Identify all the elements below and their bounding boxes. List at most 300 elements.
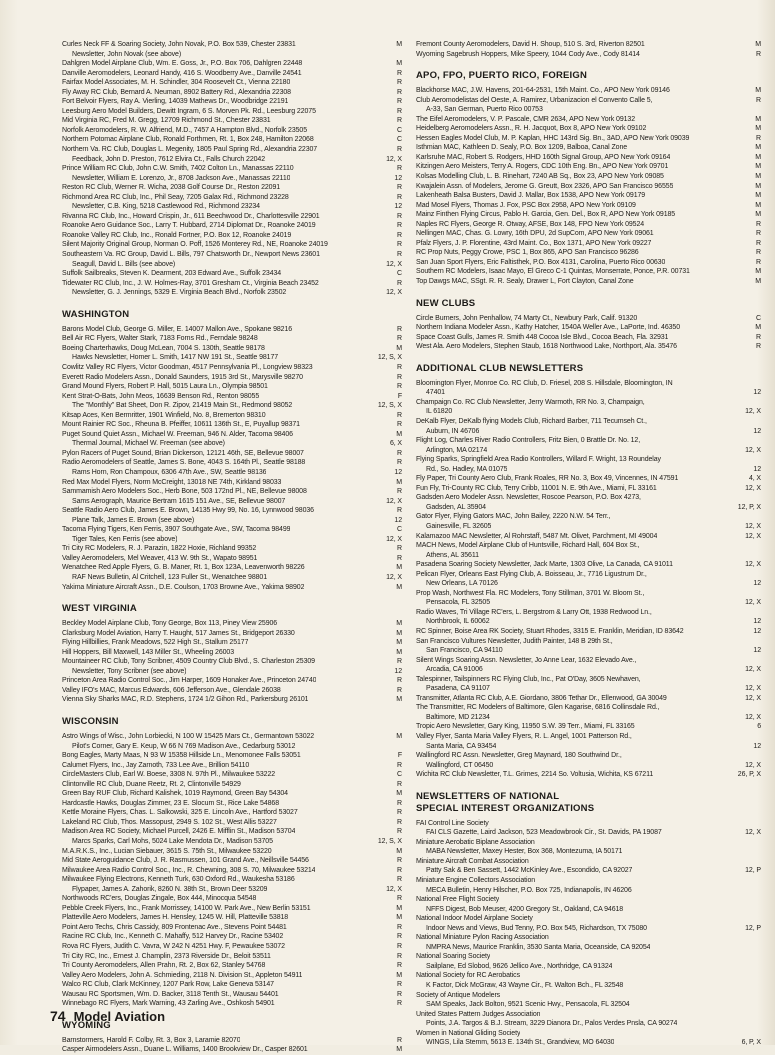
entry-text: Miniature Aerobatic Biplane Association [416, 838, 535, 846]
entry-code: 12 [394, 667, 402, 675]
entry-code: M [755, 278, 761, 286]
entry-code: 12, X [745, 713, 761, 721]
entry-text: Fly Away RC Club, Bernard A. Neuman, 8902 Battery Rd., Alexandria 22308 [62, 88, 291, 96]
entry-code [758, 732, 761, 742]
entry-code [758, 971, 761, 981]
section-heading: APO, FPO, PUERTO RICO, FOREIGN [416, 70, 588, 82]
entry-text: Curles Neck FF & Soaring Society, John Novak, P.O. Box 539, Chester 23831 [62, 41, 296, 48]
entry-text: Seagull, David L. Bills (see above) [72, 260, 176, 268]
entry-code [758, 105, 761, 115]
entry-text: Green Bay RUF Club, Richard Kalishek, 1019 Raymond, Green Bay 54304 [62, 790, 288, 798]
entry-text: United States Pattern Judges Association [416, 1010, 541, 1018]
entry-text: Kettle Moraine Flyers, Chas. L. Salkowski, 325 E. Lincoln Ave., Hartford 53027 [62, 809, 298, 817]
entry-text: Fun Fly, Tri-County RC Club, Terry Cribb, 11001 N. E. 9th Ave., Miami, FL 33161 [416, 484, 657, 492]
entry-text: Gator Flyer, Flying Gators MAC, John Bailey, 2220 N.W. 54 Terr., [416, 513, 611, 521]
left-column [62, 40, 402, 1055]
list-item [62, 638, 402, 648]
entry-code: M [755, 268, 761, 276]
entry-code: M [755, 153, 761, 161]
entry-text: Miniature Aircraft Combat Association [416, 857, 529, 865]
entry-code: 12 [753, 627, 761, 635]
entry-code: R [397, 459, 402, 467]
entry-code: 12, X [745, 446, 761, 454]
list-item [62, 145, 402, 155]
list-item [416, 684, 761, 694]
section-heading: WYOMING [62, 1019, 111, 1031]
entry-code: R [397, 923, 402, 931]
entry-text: Silent Majority Original Group, Norman O. Poff, 1526 Monterey Rd., NE, Roanoke 24019 [62, 241, 328, 249]
entry-code: M [396, 430, 402, 438]
entry-code: 12 [394, 516, 402, 524]
entry-text: Champaign Co. RC Club Newsletter, Jerry Warmoth, RR No. 3, Champaign, [416, 398, 645, 406]
list-item [62, 116, 402, 126]
entry-text: Arcadia, CA 91006 [426, 666, 483, 674]
list-item [62, 837, 402, 847]
entry-text: MABA Newsletter, Maxey Hester, Box 368, Montezuma, IA 50171 [426, 848, 623, 856]
entry-text: Naples RC Flyers, George R. Otway, AFSE, Box 148, FPO New York 09524 [416, 220, 645, 228]
entry-code [758, 1029, 761, 1039]
entry-code: R [397, 545, 402, 553]
entry-code: M [396, 733, 402, 740]
entry-text: Pasadena Soaring Society Newsletter, Jack Marte, 1303 Olive, La Canada, CA 91011 [416, 561, 673, 569]
entry-code: 12 [753, 618, 761, 626]
entry-text: Norfolk Aeromodelers, R. W. Alfriend, M.D., 7457 A Hampton Blvd., Norfolk 23505 [62, 126, 307, 134]
entry-code: 12, X [745, 561, 761, 569]
list-item [62, 155, 402, 165]
list-item [62, 353, 402, 363]
list-item [416, 407, 761, 417]
entry-code: R [397, 449, 402, 457]
entry-code: M [396, 344, 402, 352]
list-item [62, 240, 402, 250]
entry-text: Pilot's Corner, Gary E. Keup, W 66 N 769 Madison Ave., Cedarburg 53012 [72, 742, 296, 750]
entry-text: Athens, AL 35611 [426, 551, 479, 559]
entry-text: Wallingford, CT 06450 [426, 761, 494, 769]
entry-text: Valley Flyer, Santa Maria Valley Flyers, R. L. Angel, 1001 Patterson Rd., [416, 733, 632, 740]
list-item [416, 417, 761, 427]
entry-text: Leesburg Aero Model Builders, Dewitt Ingram, 6 S. Morven Pk. Rd., Leesburg 22075 [62, 107, 316, 115]
entry-text: Astro Wings of Wisc., John Lorbiecki, N 100 W 15425 Mars Ct., Germantown 53022 [62, 733, 315, 740]
entry-text: Nellingen MAC, Chas. G. Lowry, 16th DPU, 2d SupCom, APO New York 09061 [416, 230, 654, 238]
list-item [416, 560, 761, 570]
list-item [62, 667, 402, 677]
list-item [416, 277, 761, 287]
entry-text: Bell Air RC Flyers, Walter Stark, 7183 Forns Rd., Ferndale 98248 [62, 335, 258, 343]
entry-text: Wenatchee Red Apple Flyers, G. B. Maner, Rt. 1, Box 123A, Leavenworth 98226 [62, 564, 305, 572]
entry-text: Talespinner, Tailspinners RC Flying Club, Inc., Pat O'Day, 3605 Newhaven, [416, 675, 641, 683]
list-item [62, 516, 402, 526]
entry-text: Kitsap Aces, Ken Bermritter, 1901 Winfield, No. 8, Bremerton 98310 [62, 411, 266, 419]
entry-text: Sailplane, Ed Slobod, 9626 Jellico Ave., Northridge, CA 91324 [426, 962, 613, 970]
entry-text: Hessen Eagles Model Club, M. P. Kaplan, HHC 143rd Sig. Bn., 3AD, APO New York 09039 [416, 134, 690, 142]
entry-code: R [397, 952, 402, 960]
list-item [416, 96, 761, 106]
entry-code [758, 838, 761, 848]
list-item [62, 135, 402, 145]
list-item [62, 761, 402, 771]
list-item [416, 551, 761, 561]
entry-text: Heidelberg Aeromodelers Assn., R. H. Jacquot, Box 8, APO New York 09102 [416, 125, 647, 133]
entry-text: San Juan Sport Flyers, Eric Faltisthek, P.O. Box 4131, Carolina, Puerto Rico 00630 [416, 258, 666, 266]
list-item [62, 856, 402, 866]
list-item [62, 279, 402, 289]
list-item [62, 430, 402, 440]
list-item [62, 732, 402, 742]
list-item [62, 392, 402, 402]
entry-text: Society of Antique Modelers [416, 991, 501, 999]
entry-code: 12 [753, 465, 761, 473]
entry-text: Tri City RC Modelers, R. J. Parazin, 1822 Hoxie, Richland 99352 [62, 545, 257, 553]
entry-text: Danville Aeromodelers, Leonard Handy, 416 S. Woodberry Ave., Danville 24541 [62, 69, 302, 77]
section-heading: WASHINGTON [62, 308, 130, 320]
entry-code: 12, X [386, 497, 402, 505]
list-item [416, 847, 761, 857]
list-item [416, 694, 761, 704]
entry-code: M [755, 201, 761, 209]
entry-text: Casper Airmodelers Assn., Duane L. Williams, 1400 Brookview Dr., Casper 82601 [62, 1046, 308, 1054]
list-item [62, 866, 402, 876]
list-item [62, 193, 402, 203]
list-item [416, 962, 761, 972]
list-item [62, 554, 402, 564]
entry-code: R [397, 117, 402, 125]
entry-text: Newsletter, C.B. King, 5218 Castlewood Rd., Richmond 23234 [72, 203, 260, 211]
entry-code: 12, X [745, 532, 761, 540]
entry-text: The Transmitter, RC Modelers of Baltimore, Glen Kagarise, 6816 Collinsdale Rd., [416, 704, 660, 712]
list-item [62, 780, 402, 790]
list-item [416, 503, 761, 513]
list-item [62, 952, 402, 962]
entry-code: C [397, 136, 402, 144]
entry-code: R [397, 799, 402, 807]
entry-code: M [755, 182, 761, 190]
entry-code: R [397, 933, 402, 941]
list-item [62, 334, 402, 344]
entry-code: R [397, 184, 402, 192]
entry-code: R [756, 134, 761, 142]
list-item [62, 468, 402, 478]
entry-text: Bong Eagles, Marty Maas, N 93 W 15358 Hillside Ln., Menomonee Falls 53051 [62, 752, 301, 760]
entry-code: 12, X [745, 408, 761, 416]
entry-text: 47401 [426, 389, 445, 397]
entry-text: Mad Mosel Flyers, Thomas J. Fox, PSC Box 2958, APO New York 09109 [416, 201, 636, 209]
entry-text: Karlsruhe MAC, Robert S. Rodgers, HHD 160th Signal Group, APO New York 09164 [416, 153, 671, 161]
list-item [62, 799, 402, 809]
entry-code [758, 493, 761, 503]
entry-text: Flying Sparks, Springfield Area Radio Kontrollers, Willard F. Wright, 13 Roundelay [416, 456, 661, 464]
list-item [416, 124, 761, 134]
entry-text: Thermal Journal, Michael W. Freeman (see above) [72, 440, 225, 448]
entry-code: R [397, 943, 402, 951]
list-item [416, 532, 761, 542]
list-item [416, 153, 761, 163]
list-item [62, 344, 402, 354]
list-item [416, 512, 761, 522]
entry-text: Women in National Gliding Society [416, 1029, 521, 1037]
entry-code [758, 895, 761, 905]
list-item [62, 202, 402, 212]
list-item [416, 493, 761, 503]
entry-text: Platteville Aero Modelers, James H. Hensley, 1245 W. Hill, Platteville 53818 [62, 914, 289, 922]
entry-text: New Orleans, LA 70126 [426, 580, 498, 588]
entry-text: Tiger Tales, Ken Ferris (see above) [72, 535, 178, 543]
entry-text: FAI Control Line Society [416, 819, 489, 827]
entry-text: RC Spinner, Boise Area RK Society, Stuart Rhodes, 3315 E. Franklin, Meridian, ID 83642 [416, 627, 684, 635]
entry-text: Sams Aerograph, Maurice Bertram 1615 151 Ave., SE, Bellevue 98007 [72, 497, 286, 505]
entry-code: C [397, 126, 402, 134]
entry-text: Gainesville, FL 32605 [426, 522, 492, 530]
list-item [62, 573, 402, 583]
entry-text: Club Aeromodelistas del Oeste, A. Ramirez, Urbanizacion el Convento Calle 5, [416, 96, 653, 104]
entry-code: M [396, 620, 402, 628]
entry-code [758, 570, 761, 580]
list-item [416, 751, 761, 761]
list-item [62, 411, 402, 421]
list-item [62, 583, 402, 593]
list-item [416, 182, 761, 192]
entry-code [758, 876, 761, 886]
list-item [416, 455, 761, 465]
entry-text: Princeton Area Radio Control Soc., Jim Harper, 1609 Honaker Ave., Princeton 24740 [62, 677, 317, 685]
entry-code: M [396, 629, 402, 637]
entry-code: 6 [757, 723, 761, 731]
entry-text: Grand Mound Flyers, Robert P. Hall, 5015 Laura Ln., Olympia 98501 [62, 383, 268, 391]
entry-code: R [756, 220, 761, 228]
entry-code: M [396, 478, 402, 486]
list-item [416, 665, 761, 675]
entry-code: F [397, 752, 402, 760]
list-item [416, 981, 761, 991]
entry-text: Calumet Flyers, Inc., Jay Zarnoth, 733 Lee Ave., Brillion 54110 [62, 761, 250, 769]
entry-text: Rams Horn, Ron Champoux, 6306 47th Ave., SW, Seattle 98136 [72, 468, 267, 476]
entry-text: Arlington, MA 02174 [426, 446, 488, 454]
entry-code: M [755, 41, 761, 48]
list-item [416, 379, 761, 389]
entry-text: Milwaukee Area Radio Control Soc., Inc., R. Chewning, 308 S. 70, Milwaukee 53214 [62, 866, 316, 874]
list-item [416, 637, 761, 647]
entry-code: R [397, 79, 402, 87]
list-item [62, 363, 402, 373]
list-item [62, 894, 402, 904]
entry-text: Fort Belvoir Flyers, Ray A. Vierling, 14039 Mathews Dr., Woodbridge 22191 [62, 98, 289, 106]
list-item [62, 1036, 402, 1046]
list-item [416, 40, 761, 50]
list-item [62, 497, 402, 507]
entry-code: R [397, 193, 402, 201]
list-item [416, 323, 761, 333]
list-item [62, 942, 402, 952]
list-item [416, 570, 761, 580]
entry-text: Pelican Flyer, Orleans East Flying Club, A. Boisseau, Jr., 7716 Ligustrum Dr., [416, 570, 647, 578]
entry-code: R [756, 249, 761, 257]
entry-text: Mainz Finthen Flying Circus, Pablo H. Garcia, Gen. Del., Box R, APO New York 09185 [416, 211, 676, 219]
list-item [416, 627, 761, 637]
entry-text: Baltimore, MD 21234 [426, 713, 490, 721]
entry-code [758, 398, 761, 408]
entry-code: R [756, 239, 761, 247]
list-item [416, 886, 761, 896]
list-item [416, 143, 761, 153]
list-item [62, 382, 402, 392]
list-item [416, 1010, 761, 1020]
entry-code: 12 [753, 742, 761, 750]
entry-text: Fremont County Aeromodelers, David H. Shoup, 510 S. 3rd, Riverton 82501 [416, 41, 645, 48]
entry-text: San Francisco Vultures Newsletter, Judith Painter, 148 B 29th St., [416, 637, 613, 645]
list-item [62, 107, 402, 117]
entry-text: Feedback, John D. Preston, 7612 Elvira Ct., Falls Church 22042 [72, 155, 266, 163]
entry-code: 4, X [748, 475, 761, 483]
list-item [62, 676, 402, 686]
entry-code: C [397, 270, 402, 278]
entry-text: NMPRA News, Maurice Franklin, 3530 Santa Maria, Oceanside, CA 92054 [426, 943, 651, 951]
list-item [62, 695, 402, 705]
entry-code [758, 1000, 761, 1010]
entry-text: National Society for RC Aerobatics [416, 972, 520, 980]
entry-code [758, 857, 761, 867]
entry-code [758, 541, 761, 551]
list-item [416, 388, 761, 398]
entry-text: Kolsas Modelling Club, L. B. Rinehart, 7240 AB Sq., Box 23, APO New York 09085 [416, 173, 664, 181]
list-item [62, 847, 402, 857]
list-item [62, 458, 402, 468]
entry-text: Southern RC Modelers, Isaac Mayo, El Greco C-1 Quintas, Monserrate, Ponce, P.R. 00731 [416, 268, 690, 276]
entry-code: 12, P, X [737, 503, 761, 511]
entry-code: R [397, 677, 402, 685]
entry-text: Top Dawgs MAC, SSgt. R. R. Sealy, Drawer L, Fort Clayton, Canal Zone [416, 278, 634, 286]
list-item [62, 808, 402, 818]
entry-text: Madison Area RC Society, Michael Purcell, 2426 E. Mifflin St., Madison 53704 [62, 828, 296, 836]
list-item [416, 105, 761, 115]
entry-code: M [396, 904, 402, 912]
entry-code: R [397, 488, 402, 496]
list-item [416, 427, 761, 437]
entry-text: Hardcastle Hawks, Douglas Zimmer, 23 E. Slocum St., Rice Lake 54868 [62, 799, 280, 807]
list-item [62, 506, 402, 516]
entry-code: M [755, 115, 761, 123]
entry-code: R [397, 383, 402, 391]
list-item [416, 589, 761, 599]
entry-text: Rova RC Flyers, Judith C. Vavra, W 242 N 4251 Hwy. F, Pewaukee 53072 [62, 943, 285, 951]
entry-code: 12, X [386, 573, 402, 581]
entry-text: Yakima Miniature Aircraft Assn., D.E. Coulson, 1703 Browne Ave., Yakima 98902 [62, 583, 305, 591]
entry-code: M [396, 41, 402, 48]
entry-text: Plane Talk, James E. Brown (see above) [72, 516, 195, 524]
entry-code: M [755, 211, 761, 219]
entry-text: San Francisco, CA 94110 [426, 647, 503, 655]
entry-text: NFFS Digest, Bob Meuser, 4200 Gregory St., Oakland, CA 94618 [426, 905, 624, 913]
list-item [416, 248, 761, 258]
entry-code: R [756, 258, 761, 266]
entry-text: Newsletter, John Novak (see above) [72, 50, 182, 58]
list-item [62, 420, 402, 430]
entry-code: R [397, 107, 402, 115]
entry-code: R [397, 761, 402, 769]
entry-text: Boeing Charterhawks, Doug McLean, 7004 S. 130th, Seattle 98178 [62, 344, 265, 352]
list-item [62, 923, 402, 933]
entry-text: Tacoma Flying Tigers, Ken Ferris, 3907 Southgate Ave., SW, Tacoma 98499 [62, 526, 291, 534]
entry-code: R [397, 146, 402, 154]
list-item [62, 174, 402, 184]
list-item [62, 1045, 402, 1055]
entry-text: Kalamazoo MAC Newsletter, Al Rohrstaff, 5487 Mt. Olivet, Parchment, MI 49004 [416, 532, 658, 540]
entry-code: R [397, 363, 402, 371]
list-item [62, 401, 402, 411]
entry-code: R [397, 421, 402, 429]
entry-text: Pasadena, CA 91107 [426, 685, 490, 693]
entry-code: M [396, 696, 402, 704]
list-item [62, 742, 402, 752]
entry-text: Tri County Aeromodelers, Allen Prahn, Rt. 2, Box 62, Stanley 54768 [62, 962, 266, 970]
entry-code [758, 436, 761, 446]
entry-text: Southeastern Va. RC Group, David L. Bills, 797 Chatsworth Dr., Newport News 23601 [62, 251, 320, 259]
list-item [416, 239, 761, 249]
list-item [62, 961, 402, 971]
entry-text: Red Max Model Flyers, Norm McCreight, 13018 NE 74th, Kirkland 98033 [62, 478, 282, 486]
entry-text: Fly Paper, Tri County Aero Club, Frank Roales, RR No. 3, Box 49, Vincennes, IN 47591 [416, 475, 679, 483]
entry-code: 12 [394, 203, 402, 211]
list-item [62, 770, 402, 780]
entry-code: F [397, 392, 402, 400]
entry-code: 12, X [745, 685, 761, 693]
entry-code: 12, X [386, 289, 402, 297]
entry-text: IL 61820 [426, 408, 453, 416]
entry-text: Bloomington Flyer, Monroe Co. RC Club, D. Friesel, 208 S. Hillsdale, Bloomington, IN [416, 379, 673, 387]
entry-code: M [396, 914, 402, 922]
entry-code: 12, S, X [377, 354, 402, 362]
list-item [416, 838, 761, 848]
entry-text: Newsletter, G. J. Jennings, 5329 E. Virginia Beach Blvd., Norfolk 23502 [72, 289, 287, 297]
list-item [62, 971, 402, 981]
entry-text: Silent Wings Soaring Assn. Newsletter, Jo Anne Lear, 1632 Elevado Ave., [416, 656, 637, 664]
entry-text: A-33, San German, Puerto Rico 00753 [426, 106, 543, 114]
entry-code: R [397, 165, 402, 173]
entry-text: Flypaper, James A. Zahorik, 8260 N. 38th St., Brown Deer 53209 [72, 885, 268, 893]
list-item [62, 164, 402, 174]
entry-text: Barons Model Club, George G. Miller, E. 14007 Mallon Ave., Spokane 98216 [62, 325, 293, 333]
entry-code: R [397, 818, 402, 826]
list-item [416, 333, 761, 343]
entry-code: R [397, 69, 402, 77]
entry-text: Indoor News and Views, Bud Tenny, P.O. Box 545, Richardson, TX 75080 [426, 924, 647, 932]
list-item [416, 267, 761, 277]
entry-code: R [397, 658, 402, 666]
entry-code [758, 981, 761, 991]
entry-text: Puget Sound Quiet Assn., Michael W. Freeman, 946 N. Alder, Tacoma 98406 [62, 430, 293, 438]
entry-text: Roanoke Aero Guidance Soc., Larry T. Hubbard, 2714 Diplomat Dr., Roanoke 24019 [62, 222, 316, 230]
entry-text: MACH News, Model Airplane Club of Huntsville, Richard Hall, 604 Box St., [416, 542, 640, 550]
entry-text: Racine RC Club, Inc., Kenneth C. Mahaffy, 512 Harvey Dr., Racine 53402 [62, 933, 284, 941]
entry-text: M.A.R.K.S., Inc., Lucian Siebauer, 3615 S. 75th St., Milwaukee 53220 [62, 847, 272, 855]
list-item [416, 608, 761, 618]
entry-text: Rd., So. Hadley, MA 01075 [426, 465, 508, 473]
entry-code: M [755, 163, 761, 171]
entry-code [758, 943, 761, 953]
entry-code: R [397, 981, 402, 989]
entry-text: Milwaukee Flying Electrons, Kenneth Turk, 630 Oxford Rd., Waukesha 53186 [62, 876, 295, 884]
entry-code: R [397, 231, 402, 239]
entry-code: M [396, 847, 402, 855]
entry-text: Wichita RC Club Newsletter, T.L. Grimes, 2214 So. Voltusia, Wichita, KS 67211 [416, 771, 654, 779]
entry-code: R [397, 686, 402, 694]
list-item [416, 172, 761, 182]
list-item [62, 885, 402, 895]
entry-code: M [396, 1046, 402, 1054]
entry-code [758, 847, 761, 857]
entry-text: Gadsden, AL 35904 [426, 503, 486, 511]
entry-text: Clintonville RC Club, Duane Reetz, Rt. 2, Clintonville 54929 [62, 780, 241, 788]
list-item [62, 544, 402, 554]
entry-text: Suffolk Sailbreaks, Steven K. Dearment, 203 Edward Ave., Suffolk 23434 [62, 270, 282, 278]
